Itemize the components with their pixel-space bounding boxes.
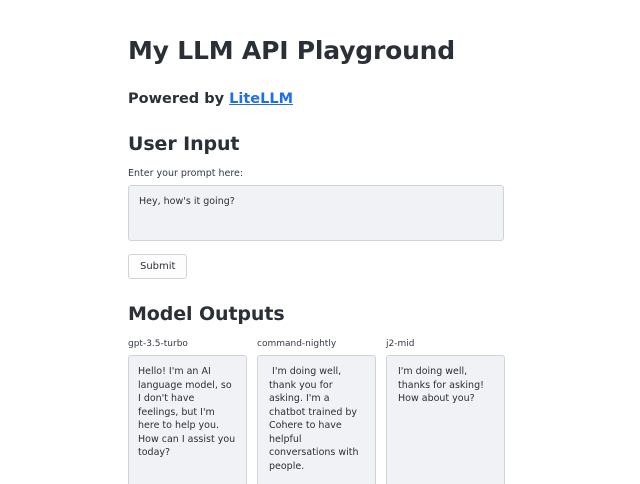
powered-by-text: Powered by — [128, 91, 230, 107]
powered-by-line — [128, 89, 504, 109]
model-outputs-row — [128, 338, 504, 484]
model-label-j2-mid: j2-mid — [386, 339, 415, 349]
litellm-link[interactable]: LiteLLM — [229, 91, 294, 107]
model-output-j2-mid[interactable] — [386, 355, 505, 484]
prompt-input[interactable] — [128, 185, 504, 241]
model-output-column — [128, 338, 247, 484]
model-outputs-heading: Model Outputs — [128, 303, 285, 325]
model-output-column — [257, 338, 376, 484]
content-column — [128, 34, 504, 484]
user-input-heading: User Input — [128, 133, 240, 155]
page-title: My LLM API Playground — [128, 36, 455, 65]
model-label-gpt-3-5-turbo: gpt-3.5-turbo — [128, 339, 188, 349]
model-output-command-nightly[interactable] — [257, 355, 376, 484]
model-label-command-nightly: command-nightly — [257, 339, 337, 349]
prompt-label: Enter your prompt here: — [128, 168, 244, 179]
model-output-column — [386, 338, 505, 484]
submit-button[interactable]: Submit — [128, 254, 187, 279]
model-output-gpt-3-5-turbo[interactable] — [128, 355, 247, 484]
